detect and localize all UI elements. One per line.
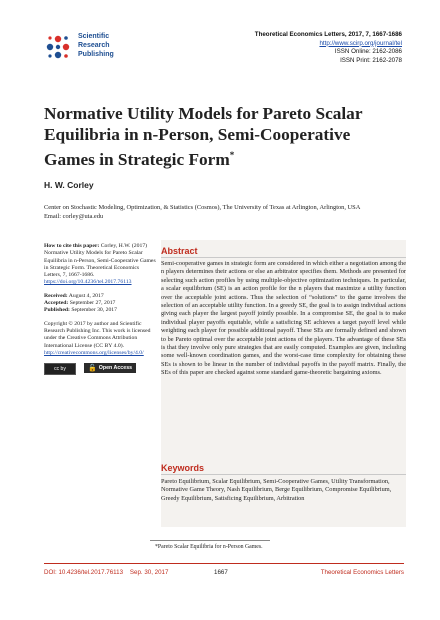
- footer-journal: Theoretical Economics Letters: [320, 569, 404, 576]
- paper-title: [44, 104, 404, 170]
- published-date: September 30, 2017: [71, 307, 117, 314]
- open-access-badge[interactable]: [84, 363, 136, 373]
- keywords-text: Pareto Equilibrium, Scalar Equilibrium, Semi-Cooperative Games, Utility Transformation, Normative Game Theory, Nash Equilibrium, Berge Equilibrium, Compromise Equilibrium, Greedy Equilibrium, Satisficing Equilibrium, Arbitration: [161, 478, 392, 502]
- abstract-panel: [161, 240, 406, 527]
- received-date: August 4, 2017: [68, 292, 104, 299]
- abstract-divider: [161, 257, 406, 258]
- published-label: Published:: [44, 307, 70, 314]
- paper-title-text: Normative Utility Models for Pareto Scalar Equilibria in n-Person, Semi-Cooperative Games in Strategic Form: [44, 104, 363, 169]
- publisher-line-1: Scientific: [78, 33, 110, 40]
- keywords-heading: Keywords: [161, 463, 205, 473]
- copyright-block: [44, 321, 156, 357]
- title-footnote: *Pareto Scalar Equilibria for n-Person Games.: [155, 544, 263, 550]
- issn-online: ISSN Online: 2162-2086: [334, 48, 402, 56]
- journal-line: Theoretical Economics Letters, 2017, 7, 1667-1686: [254, 31, 402, 38]
- license-link[interactable]: http://creativecommons.org/licenses/by/4.0/: [44, 349, 144, 356]
- publisher-logo-mark: [44, 32, 74, 62]
- publisher-name: [78, 32, 114, 59]
- footer-doi-text[interactable]: DOI: 10.4236/tel.2017.76113: [44, 569, 124, 576]
- footer-page-number: 1667: [214, 569, 228, 576]
- citation-doi-link[interactable]: https://doi.org/10.4236/tel.2017.76113: [44, 279, 132, 286]
- title-footnote-mark: *: [229, 150, 235, 160]
- accepted-label: Accepted:: [44, 300, 69, 307]
- article-info-sidebar: [44, 243, 156, 375]
- dates-block: [44, 293, 156, 315]
- author-affiliation: Center on Stochastic Modeling, Optimization, & Statistics (Cosmos), The University of Texas at Arlington, Arlington, USA: [44, 204, 361, 211]
- citation-text: Corley, H.W. (2017) Normative Utility Models for Pareto Scalar Equilibria in n-Person, Semi-Cooperative Games in Strategic Form. Theoretical Economics Letters, 7, 1667-1686.: [44, 243, 156, 279]
- abstract-text: Semi-cooperative games in strategic form are considered in which either a negotiation among the n players determines their actions or else an arbitrator specifies them. Methods are presented for selecting such action profiles by using multiple-objective optimization techniques. In particular, a scalar equilibrium (SE) is an action profile for the n players that maximize a utility function over the acceptable joint actions. Thus the selection of “solutions” to the game involves the selection of an acceptable utility function. In a greedy SE, the goal is to assign individual actions giving each player the largest payoff jointly possible. In a compromise SE, the goal is to make individual player payoffs equitable, while a satisficing SE achieves a target payoff level while weighting each player for possible additional payoff. These SEs are formally defined and shown to be Pareto optimal over the acceptable joint actions of the players. The advantage of these SEs is that they involve only pure strategies that are easily computed. Examples are given, including some well-known coordination games, and the worst-case time complexity for obtaining these SEs is shown to be linear in the number of individual payoffs in the payoff matrix. Finally, the SEs of this paper are checked against some standard game-theoretic bargaining axioms.: [161, 260, 406, 377]
- issn-print: ISSN Print: 2162-2078: [340, 56, 402, 64]
- cc-by-badge[interactable]: cc by: [44, 363, 76, 375]
- citation-block: [44, 243, 156, 287]
- publisher-line-2: Research: [78, 42, 110, 49]
- open-access-label: Open Access: [98, 364, 133, 371]
- accepted-date: September 27, 2017: [69, 300, 116, 307]
- license-badges: [44, 363, 156, 375]
- footer-divider: [44, 563, 404, 564]
- author-email: Email: corley@uta.edu: [44, 213, 104, 220]
- publisher-line-3: Publishing: [78, 51, 114, 58]
- author-name: H. W. Corley: [44, 180, 94, 190]
- copyright-text: Copyright © 2017 by author and Scientific Research Publishing Inc. This work is licensed under the Creative Commons Attribution International License (CC BY 4.0).: [44, 320, 151, 349]
- keywords-divider: [161, 474, 406, 475]
- footer-doi: [44, 569, 168, 576]
- publisher-logo: [44, 30, 122, 66]
- footer-date: Sep. 30, 2017: [129, 569, 169, 576]
- journal-url-link[interactable]: http://www.scirp.org/journal/tel: [319, 39, 402, 47]
- open-lock-icon: 🔓: [88, 364, 97, 372]
- journal-info: [255, 31, 402, 65]
- abstract-heading: Abstract: [161, 246, 198, 256]
- citation-label: How to cite this paper:: [44, 243, 100, 249]
- footnote-divider: [150, 540, 270, 541]
- received-label: Received:: [44, 292, 68, 299]
